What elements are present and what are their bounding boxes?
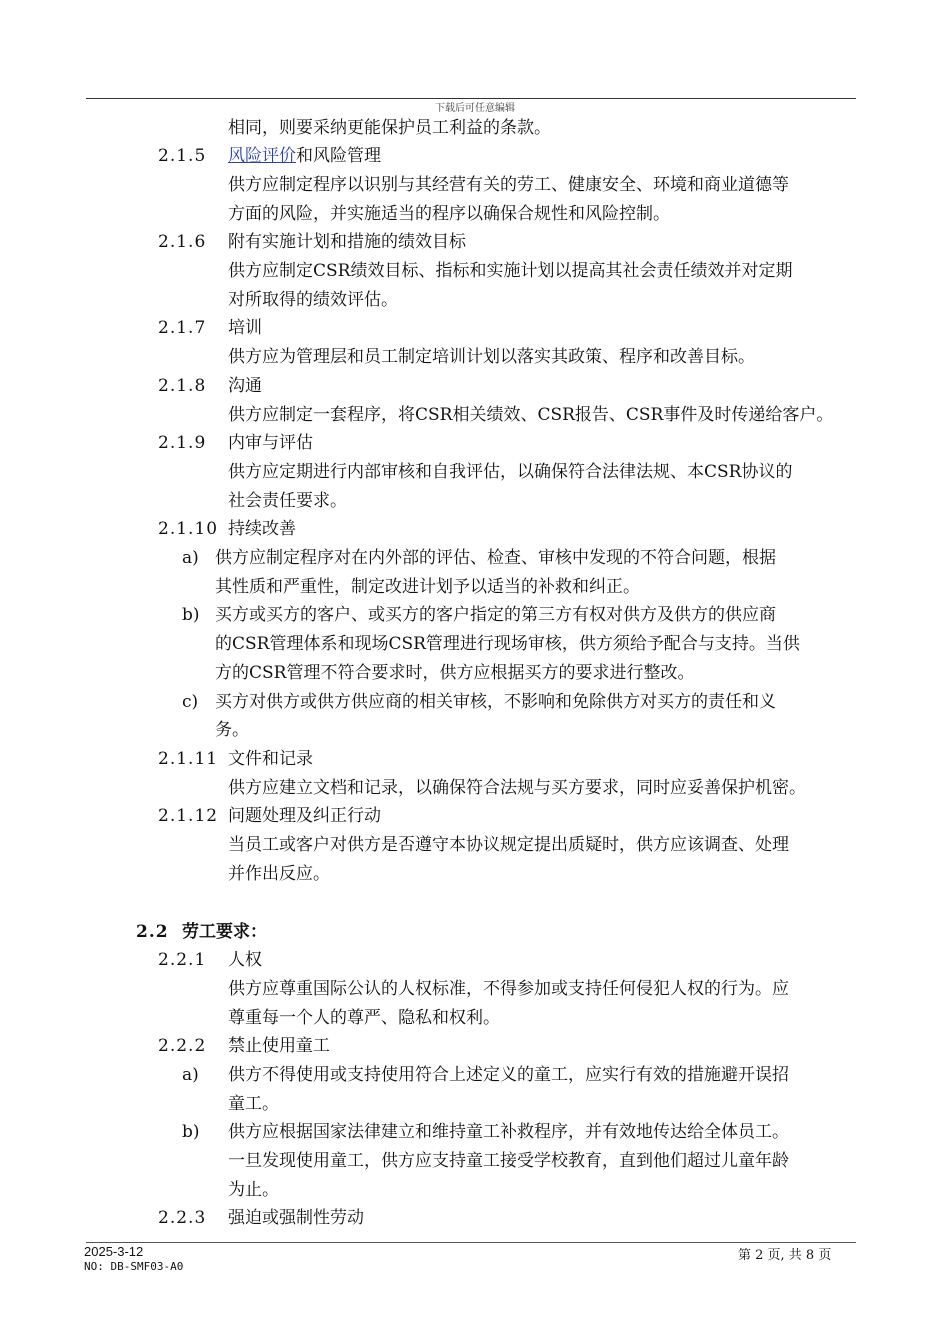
section-title: 文件和记录 xyxy=(228,749,313,769)
paragraph-line: 买方对供方或供方供应商的相关审核，不影响和免除供方对买方的责任和义 xyxy=(215,692,776,712)
footer-rule xyxy=(86,1242,856,1243)
paragraph-line: 相同，则要采纳更能保护员工利益的条款。 xyxy=(228,118,551,138)
section-number: 2.1.10 xyxy=(158,519,219,539)
section-number: 2.1.9 xyxy=(158,433,207,453)
list-marker: c) xyxy=(182,692,199,712)
paragraph-line: 供方不得使用或支持使用符合上述定义的童工，应实行有效的措施避开误招 xyxy=(228,1065,789,1085)
section-number: 2.2.1 xyxy=(158,950,207,970)
footer-date: 2025-3-12 xyxy=(84,1244,144,1259)
paragraph-line: 供方应为管理层和员工制定培训计划以落实其政策、程序和改善目标。 xyxy=(228,347,755,367)
risk-assessment-link[interactable]: 风险评价 xyxy=(228,146,296,166)
section-title: 沟通 xyxy=(228,376,262,396)
paragraph-line: 供方应制定程序对在内外部的评估、检查、审核中发现的不符合问题，根据 xyxy=(215,548,776,568)
section-heading: 劳工要求： xyxy=(182,922,267,942)
section-title-rest: 和风险管理 xyxy=(296,146,381,166)
section-number: 2.2 xyxy=(136,922,169,942)
paragraph-line: 尊重每一个人的尊严、隐私和权利。 xyxy=(228,1008,500,1028)
list-marker: a) xyxy=(182,1065,199,1085)
paragraph-line: 社会责任要求。 xyxy=(228,491,347,511)
section-number: 2.2.3 xyxy=(158,1208,207,1228)
section-number: 2.1.8 xyxy=(158,376,207,396)
paragraph-line: 供方应制定程序以识别与其经营有关的劳工、健康安全、环境和商业道德等 xyxy=(228,175,789,195)
paragraph-line: 并作出反应。 xyxy=(228,864,330,884)
section-number: 2.2.2 xyxy=(158,1036,207,1056)
paragraph-line: 为止。 xyxy=(228,1180,279,1200)
paragraph-line: 供方应根据国家法律建立和维持童工补救程序，并有效地传达给全体员工。 xyxy=(228,1122,789,1142)
paragraph-line: 其性质和严重性，制定改进计划予以适当的补救和纠正。 xyxy=(215,577,640,597)
list-marker: b) xyxy=(182,1122,200,1142)
section-title: 人权 xyxy=(228,950,262,970)
section-title: 培训 xyxy=(228,318,262,338)
paragraph-line: 供方应制定一套程序，将CSR相关绩效、CSR报告、CSR事件及时传递给客户。 xyxy=(228,405,834,425)
section-title xyxy=(228,144,381,168)
section-number: 2.1.12 xyxy=(158,806,219,826)
section-number: 2.1.5 xyxy=(158,146,207,166)
paragraph-line: 买方或买方的客户、或买方的客户指定的第三方有权对供方及供方的供应商 xyxy=(215,605,776,625)
paragraph-line: 务。 xyxy=(215,720,249,740)
paragraph-line: 供方应建立文档和记录，以确保符合法规与买方要求，同时应妥善保护机密。 xyxy=(228,778,806,798)
section-title: 强迫或强制性劳动 xyxy=(228,1208,364,1228)
paragraph-line: 供方应尊重国际公认的人权标准，不得参加或支持任何侵犯人权的行为。应 xyxy=(228,979,789,999)
section-title: 禁止使用童工 xyxy=(228,1036,330,1056)
paragraph-line: 对所取得的绩效评估。 xyxy=(228,290,398,310)
paragraph-line: 的CSR管理体系和现场CSR管理进行现场审核，供方须给予配合与支持。当供 xyxy=(215,634,800,654)
section-number: 2.1.11 xyxy=(158,749,219,769)
paragraph-line: 供方应制定CSR绩效目标、指标和实施计划以提高其社会责任绩效并对定期 xyxy=(228,261,793,281)
list-marker: a) xyxy=(182,548,199,568)
paragraph-line: 一旦发现使用童工，供方应支持童工接受学校教育，直到他们超过儿童年龄 xyxy=(228,1151,789,1171)
section-title: 问题处理及纠正行动 xyxy=(228,806,381,826)
section-title: 持续改善 xyxy=(228,519,296,539)
paragraph-line: 供方应定期进行内部审核和自我评估，以确保符合法律法规、本CSR协议的 xyxy=(228,462,793,482)
header-note: 下载后可任意编辑 xyxy=(435,103,515,114)
list-marker: b) xyxy=(182,605,200,625)
paragraph-line: 当员工或客户对供方是否遵守本协议规定提出质疑时，供方应该调查、处理 xyxy=(228,835,789,855)
footer-page-number: 第 2 页, 共 8 页 xyxy=(738,1248,832,1263)
section-number: 2.1.6 xyxy=(158,232,207,252)
paragraph-line: 方的CSR管理不符合要求时，供方应根据买方的要求进行整改。 xyxy=(215,663,695,683)
section-title: 附有实施计划和措施的绩效目标 xyxy=(228,232,466,252)
section-title: 内审与评估 xyxy=(228,433,313,453)
section-number: 2.1.7 xyxy=(158,318,207,338)
paragraph-line: 童工。 xyxy=(228,1094,279,1114)
paragraph-line: 方面的风险，并实施适当的程序以确保合规性和风险控制。 xyxy=(228,204,670,224)
footer-doc-code: NO: DB-SMF03-A0 xyxy=(84,1260,184,1273)
